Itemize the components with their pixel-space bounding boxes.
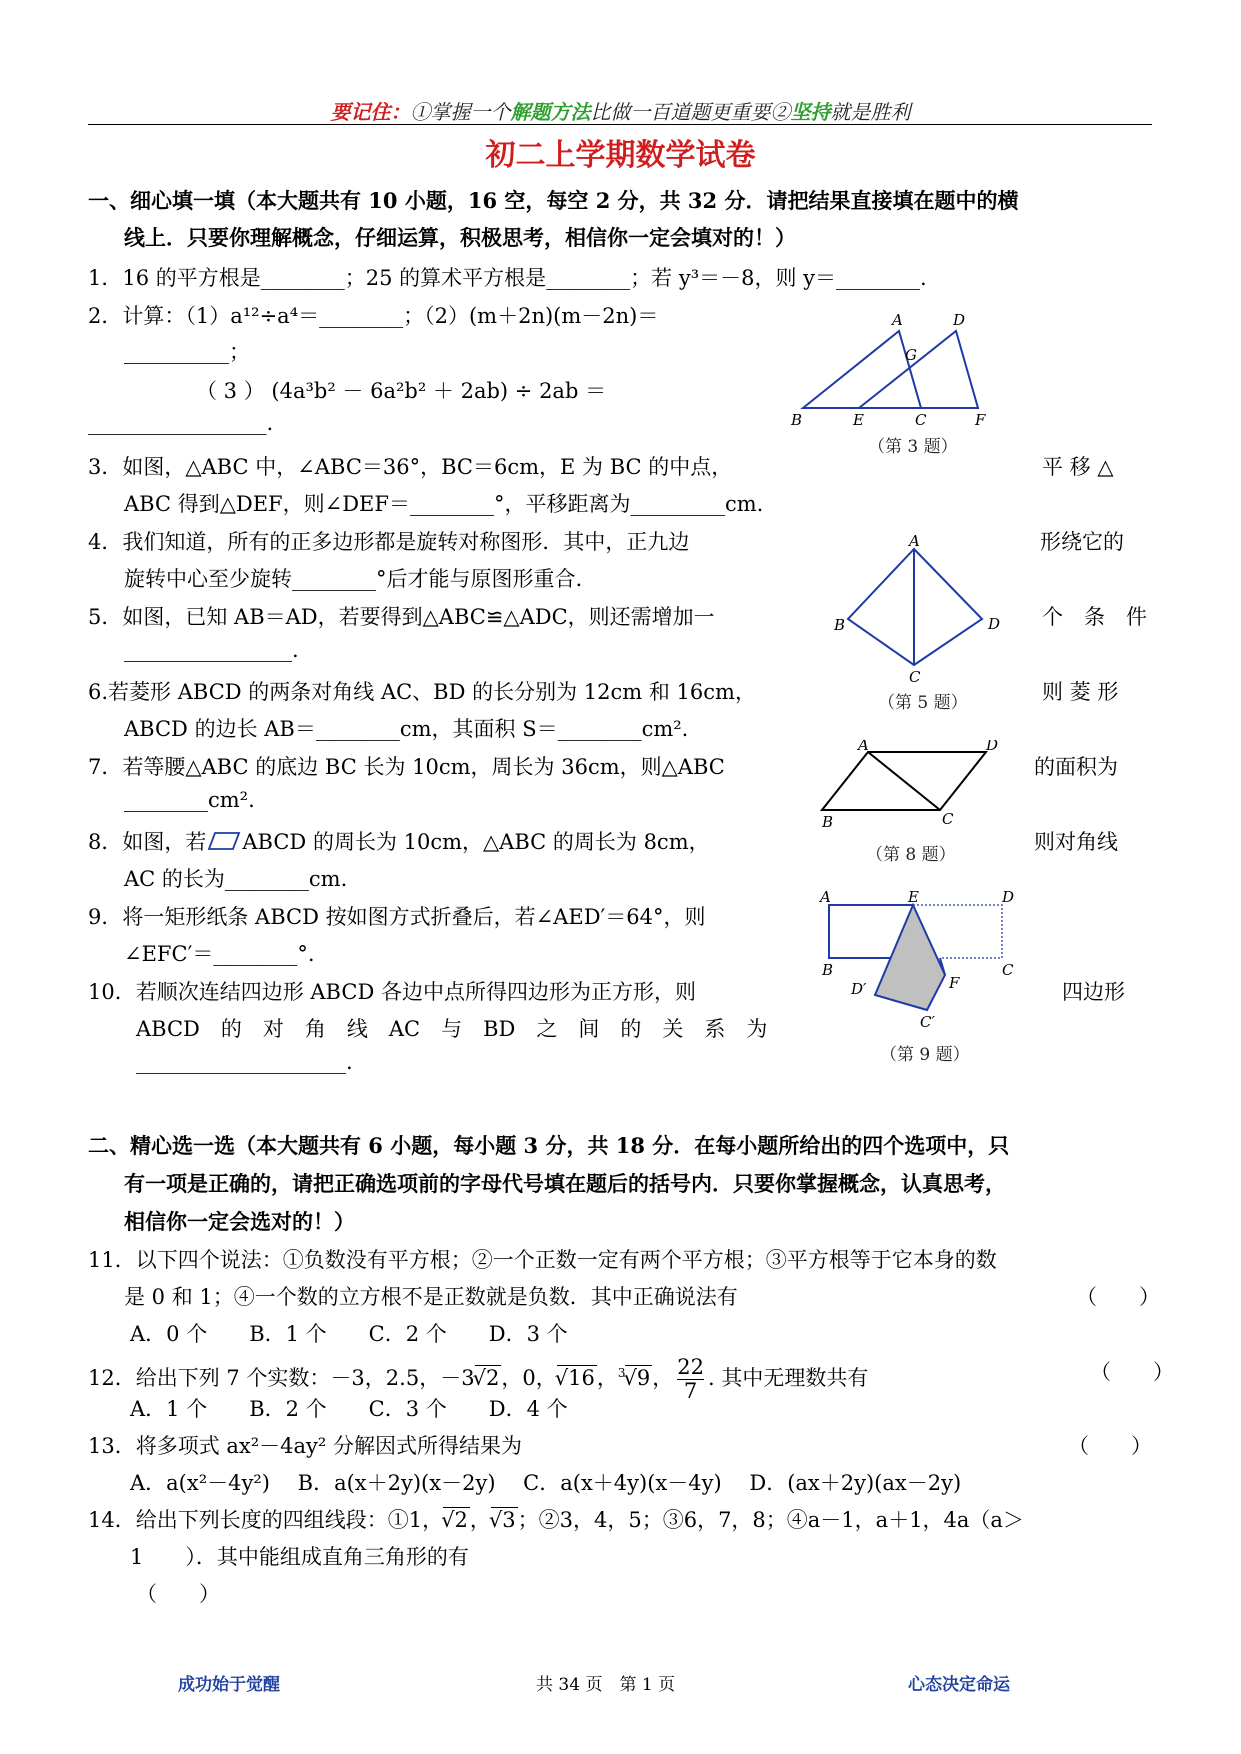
cube-root-index: 3 <box>617 1366 626 1381</box>
fig3-label-D: D <box>953 311 966 329</box>
question-10-line3: ____________________. <box>136 1050 353 1074</box>
question-11-options: A．0 个 B．1 个 C．2 个 D．3 个 <box>130 1322 568 1346</box>
fig3-label-C: C <box>915 411 927 429</box>
fig8-label-C: C <box>942 810 954 828</box>
footer-left-slogan: 成功始于觉醒 <box>178 1675 280 1695</box>
question-8-text: ABCD 的周长为 10cm，△ABC 的周长为 8cm， <box>242 830 710 854</box>
figure-8-caption: （第 8 题） <box>866 845 956 865</box>
parallelogram-icon <box>207 831 241 851</box>
fig9-label-C-prime: C′ <box>920 1013 935 1031</box>
question-2-line1: 2．计算：（1）a¹²÷a⁴＝________；（2）(m＋2n)(m－2n)＝ <box>88 304 659 328</box>
fig3-label-E: E <box>853 411 864 429</box>
fig8-label-A: A <box>858 740 869 754</box>
motto-line <box>0 96 1241 125</box>
question-8-right: 则对角线 <box>1034 830 1118 854</box>
fig5-label-D: D <box>988 615 1001 633</box>
fig9-label-D-prime: D′ <box>851 980 867 998</box>
section2-heading-line2: 有一项是正确的，请把正确选项前的字母代号填在题后的括号内．只要你掌握概念，认真思考， <box>124 1171 1006 1196</box>
question-8-line2: AC 的长为________cm. <box>124 867 348 891</box>
question-14-lead: 14．给出下列长度的四组线段：①1， <box>88 1508 444 1532</box>
fig9-label-A: A <box>820 890 831 906</box>
question-12-answer-paren: （ ） <box>1090 1360 1174 1384</box>
motto-emphasis-2: 坚持 <box>790 100 831 124</box>
question-3-line2: ABC 得到△DEF，则∠DEF＝________°，平移距离为_________cm. <box>124 492 764 516</box>
question-1: 1．16 的平方根是________；25 的算术平方根是________；若 y³＝－8，则 y＝________. <box>88 266 927 290</box>
fig5-label-B: B <box>834 616 846 634</box>
fig3-label-F: F <box>975 411 986 429</box>
figure-5-caption: （第 5 题） <box>878 693 968 713</box>
motto-part-3: 就是胜利 <box>830 100 911 124</box>
motto-part-2: 比做一百道题更重要② <box>590 100 791 124</box>
sqrt-3-radicand: √3 <box>488 1508 516 1532</box>
page-title: 初二上学期数学试卷 <box>485 138 756 173</box>
sqrt-2-radicand: √2 <box>472 1366 500 1391</box>
question-11-answer-paren: （ ） <box>1076 1285 1160 1309</box>
question-4-right: 形绕它的 <box>1040 530 1124 554</box>
fig3-label-A: A <box>892 311 903 329</box>
footer-right-slogan: 心态决定命运 <box>908 1675 1010 1695</box>
motto-lead: 要记住： <box>330 100 411 124</box>
figure-5 <box>820 535 1015 685</box>
figure-3 <box>785 305 1000 445</box>
fig9-label-F: F <box>949 974 960 992</box>
motto-part-1: ①掌握一个 <box>410 100 511 124</box>
question-4-line1: 4．我们知道，所有的正多边形都是旋转对称图形．其中，正九边 <box>88 530 690 554</box>
fig9-label-D: D <box>1002 890 1015 906</box>
question-14-line2: 1 ）．其中能组成直角三角形的有 <box>130 1545 469 1569</box>
fig3-label-G: G <box>905 346 917 364</box>
question-7-right: 的面积为 <box>1034 755 1118 779</box>
question-6-line2: ABCD 的边长 AB＝________cm，其面积 S＝________cm². <box>124 717 689 741</box>
cbrt-9-radicand: √9 <box>623 1366 651 1391</box>
question-13-options: A．a(x²－4y²) B．a(x＋2y)(x－2y) C．a(x＋4y)(x－4y) D．(ax＋2y)(ax－2y) <box>130 1471 962 1495</box>
figure-9-caption: （第 9 题） <box>880 1045 970 1065</box>
question-2-line2: __________； <box>124 340 250 364</box>
question-14-line1: 14．给出下列长度的四组线段：①1，√2，√3；②3，4，5；③6，7，8；④a－1，a＋1，4a（a＞ <box>88 1508 1024 1532</box>
figure-9 <box>815 890 1030 1040</box>
question-12-line1: 12．给出下列 7 个实数：－3，2.5，－3√2，0，√16，$^3$√9， $\frac{22}{7}$ . 其中无理数共有 <box>88 1355 869 1404</box>
footer-page-number: 共 34 页 第 1 页 <box>536 1675 676 1695</box>
question-5-right: 个 条 件 <box>1042 605 1147 629</box>
motto-emphasis-1: 解题方法 <box>510 100 591 124</box>
question-4-line2: 旋转中心至少旋转________°后才能与原图形重合. <box>124 567 583 591</box>
question-11-line1: 11．以下四个说法：①负数没有平方根；②一个正数一定有两个平方根；③平方根等于它本身的数 <box>88 1248 997 1272</box>
question-9-line2: ∠EFC′＝________°. <box>124 942 315 966</box>
section1-heading-line1: 一、细心填一填（本大题共有 10 小题，16 空，每空 2 分，共 32 分．请把结果直接填在题中的横 <box>88 188 1019 213</box>
sqrt-2-radicand-q14: √2 <box>441 1508 468 1532</box>
fig9-label-E: E <box>908 890 919 906</box>
question-6-line1: 6.若菱形 ABCD 的两条对角线 AC、BD 的长分别为 12cm 和 16cm， <box>88 680 756 704</box>
question-8-lead: 8．如图，若 <box>88 830 207 854</box>
question-13-line1: 13．将多项式 ax²－4ay² 分解因式所得结果为 <box>88 1434 523 1458</box>
figure-3-caption: （第 3 题） <box>868 437 958 457</box>
question-11-line2: 是 0 和 1；④一个数的立方根不是正数就是负数．其中正确说法有 <box>124 1285 738 1309</box>
question-13-answer-paren: （ ） <box>1068 1434 1152 1458</box>
question-2-line4: _________________. <box>88 411 274 435</box>
fig9-label-C: C <box>1002 961 1014 979</box>
question-8-line1 <box>88 826 710 856</box>
fig8-label-B: B <box>822 813 834 830</box>
question-14-answer-paren: （ ） <box>136 1582 220 1606</box>
fig5-label-C: C <box>909 668 921 685</box>
section2-heading-line3: 相信你一定会选对的！） <box>124 1209 355 1234</box>
fig3-label-B: B <box>791 411 803 429</box>
question-2-line3: （ 3 ） (4a³b² － 6a²b² ＋ 2ab) ÷ 2ab ＝ <box>196 379 607 403</box>
section2-heading-line1: 二、精心选一选（本大题共有 6 小题，每小题 3 分，共 18 分．在每小题所给出的四个选项中，只 <box>88 1133 1010 1158</box>
question-3-right: 平 移 △ <box>1042 455 1114 479</box>
fig5-label-A: A <box>909 535 920 550</box>
fig9-label-B: B <box>822 961 834 979</box>
question-10-right: 四边形 <box>1062 980 1125 1004</box>
question-7-line1: 7．若等腰△ABC 的底边 BC 长为 10cm，周长为 36cm，则△ABC <box>88 755 725 779</box>
header-rule <box>88 124 1152 125</box>
question-12-lead: 12．给出下列 7 个实数：－3，2.5，－3 <box>88 1366 475 1391</box>
question-3-line1: 3．如图，△ABC 中，∠ABC＝36°，BC＝6cm，E 为 BC 的中点， <box>88 455 733 479</box>
fig8-label-D: D <box>986 740 999 754</box>
question-7-line2: ________cm². <box>124 788 255 812</box>
question-5-line1: 5．如图，已知 AB＝AD，若要得到△ABC≌△ADC，则还需增加一 <box>88 605 715 629</box>
question-12-options: A．1 个 B．2 个 C．3 个 D．4 个 <box>130 1397 568 1421</box>
section1-heading-line2: 线上．只要你理解概念，仔细运算，积极思考，相信你一定会填对的！） <box>124 225 796 250</box>
fraction-22-7: $\frac{22}{7}$ <box>677 1355 704 1404</box>
figure-8 <box>820 740 1005 830</box>
question-9-line1: 9．将一矩形纸条 ABCD 按如图方式折叠后，若∠AED′＝64°，则 <box>88 905 706 929</box>
question-10-line2: ABCD 的 对 角 线 AC 与 BD 之 间 的 关 系 为 <box>136 1017 768 1041</box>
sqrt-16-radicand: √16 <box>554 1366 595 1391</box>
question-5-line2: ________________. <box>124 638 299 662</box>
question-6-right: 则 菱 形 <box>1042 680 1119 704</box>
question-10-line1: 10．若顺次连结四边形 ABCD 各边中点所得四边形为正方形，则 <box>88 980 696 1004</box>
